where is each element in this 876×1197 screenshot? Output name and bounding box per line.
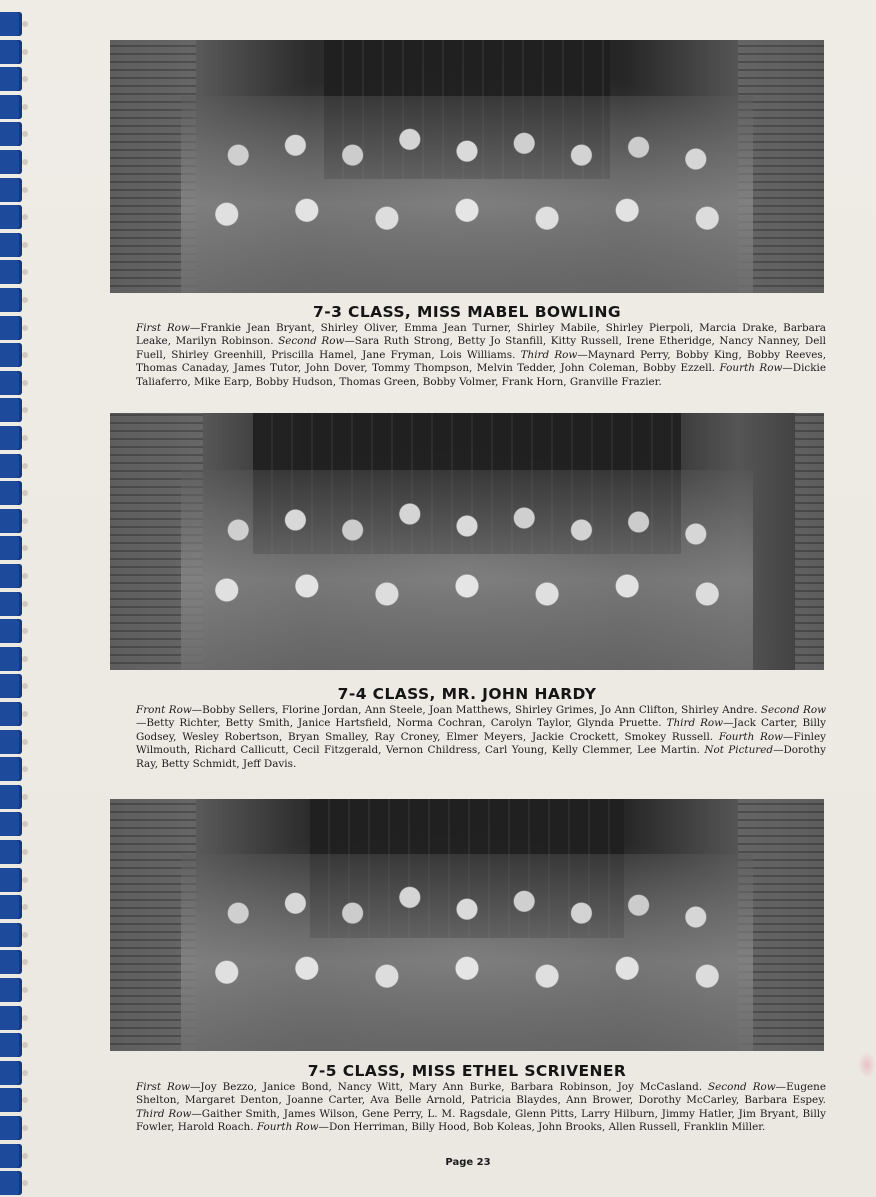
binding-ring: [0, 895, 22, 919]
row-label: Third Row: [666, 717, 724, 730]
row-label: Fourth Row: [719, 362, 783, 375]
binding-ring: [0, 592, 22, 616]
binding-ring: [0, 509, 22, 533]
binding-ring: [0, 12, 22, 36]
binding-ring: [0, 454, 22, 478]
binding-ring: [0, 260, 22, 284]
row-label: First Row: [136, 1081, 190, 1093]
binding-ring: [0, 1116, 22, 1140]
binding-ring: [0, 481, 22, 505]
binding-ring: [0, 647, 22, 671]
section-title: 7-4 CLASS, MR. JOHN HARDY: [337, 685, 597, 703]
class-photo-7-3: [110, 40, 824, 293]
row-names: —Sara Ruth Strong, Betty Jo Stanfill, Kitty Russell, Irene Etheridge, Nancy Nanney, Dell Fuell, Shirley Greenhill, Priscilla Hamel, Jane Fryman, Lois Williams.: [136, 335, 826, 361]
binding-ring: [0, 205, 22, 229]
binding-ring: [0, 923, 22, 947]
page-number: Page 23: [445, 1157, 491, 1168]
binding-ring: [0, 757, 22, 781]
binding-ring: [0, 868, 22, 892]
binding-ring: [0, 619, 22, 643]
binding-ring: [0, 950, 22, 974]
section-caption: [136, 322, 826, 389]
row-names: —Jack Carter, Billy Godsey, Wesley Robertson, Bryan Smalley, Ray Croney, Elmer Meyers, Jackie Crockett, Smokey Russell.: [136, 717, 827, 743]
binding-ring: [0, 67, 22, 91]
section-caption: [136, 704, 826, 771]
binding-ring: [0, 178, 22, 202]
binding-ring: [0, 233, 22, 257]
binding-ring: [0, 1088, 22, 1112]
binding-ring: [0, 122, 22, 146]
row-label: Fourth Row: [256, 1121, 319, 1134]
row-names: —Betty Richter, Betty Smith, Janice Hartsfield, Norma Cochran, Carolyn Taylor, Glynda Pruette.: [136, 717, 667, 730]
row-names: —Joy Bezzo, Janice Bond, Nancy Witt, Mary Ann Burke, Barbara Robinson, Joy McCasland.: [189, 1081, 709, 1093]
binding-ring: [0, 978, 22, 1002]
row-names: —Dickie Taliaferro, Mike Earp, Bobby Hudson, Thomas Green, Bobby Volmer, Frank Horn, Granville Frazier.: [136, 362, 826, 388]
row-label: Third Row: [136, 1107, 192, 1120]
binding-ring: [0, 288, 22, 312]
row-names: —Gaither Smith, James Wilson, Gene Perry, L. M. Ragsdale, Glenn Pitts, Larry Hilburn, Jimmy Hatler, Jim Bryant, Billy Fowler, Harold Roach.: [136, 1107, 826, 1134]
binding-ring: [0, 343, 22, 367]
class-photo-7-4: [110, 413, 824, 670]
row-label: Second Row: [760, 704, 826, 716]
spiral-binding: [0, 0, 26, 1197]
binding-ring: [0, 371, 22, 395]
row-label: First Row: [136, 322, 190, 334]
section-caption: [136, 1081, 826, 1135]
row-names: —Don Herriman, Billy Hood, Bob Koleas, John Brooks, Allen Russell, Franklin Miller.: [318, 1121, 766, 1134]
binding-ring: [0, 564, 22, 588]
binding-ring: [0, 785, 22, 809]
section-title: 7-3 CLASS, MISS MABEL BOWLING: [313, 303, 621, 321]
binding-ring: [0, 812, 22, 836]
binding-ring: [0, 536, 22, 560]
binding-ring: [0, 1033, 22, 1057]
paper-stain: [858, 1052, 876, 1078]
binding-ring: [0, 95, 22, 119]
row-label: Third Row: [520, 348, 578, 361]
binding-ring: [0, 1061, 22, 1085]
binding-ring: [0, 150, 22, 174]
binding-ring: [0, 674, 22, 698]
section-title: 7-5 CLASS, MISS ETHEL SCRIVENER: [307, 1062, 627, 1080]
binding-ring: [0, 840, 22, 864]
binding-ring: [0, 316, 22, 340]
binding-ring: [0, 1171, 22, 1195]
binding-ring: [0, 40, 22, 64]
row-names: —Bobby Sellers, Florine Jordan, Ann Steele, Joan Matthews, Shirley Grimes, Jo Ann Clifton, Shirley Andre.: [191, 704, 761, 716]
row-label: Second Row: [708, 1081, 776, 1093]
class-photo-7-5: [110, 799, 824, 1051]
row-names: —Frankie Jean Bryant, Shirley Oliver, Emma Jean Turner, Shirley Mabile, Shirley Pierpoli, Marcia Drake, Barbara Leake, Marilyn Robinson.: [136, 322, 826, 348]
binding-ring: [0, 730, 22, 754]
binding-ring: [0, 426, 22, 450]
row-label: Not Pictured: [704, 744, 774, 757]
row-label: Front Row: [136, 704, 192, 716]
row-names: —Eugene Shelton, Margaret Denton, Joanne Carter, Ava Belle Arnold, Patricia Blaydes, Ann Brower, Dorothy McCarley, Barbara Espey.: [136, 1081, 826, 1107]
row-names: —Dorothy Ray, Betty Schmidt, Jeff Davis.: [136, 744, 826, 770]
row-label: Second Row: [278, 335, 345, 348]
row-names: —Finley Wilmouth, Richard Callicutt, Cecil Fitzgerald, Vernon Childress, Carl Young, Kelly Clemmer, Lee Martin.: [136, 730, 827, 757]
binding-ring: [0, 398, 22, 422]
row-label: Fourth Row: [718, 730, 784, 743]
row-names: —Maynard Perry, Bobby King, Bobby Reeves, Thomas Canaday, James Tutor, John Dover, Tommy Thompson, Melvin Tedder, John Coleman, Bobby Ezzell.: [136, 348, 826, 375]
binding-ring: [0, 702, 22, 726]
binding-ring: [0, 1006, 22, 1030]
